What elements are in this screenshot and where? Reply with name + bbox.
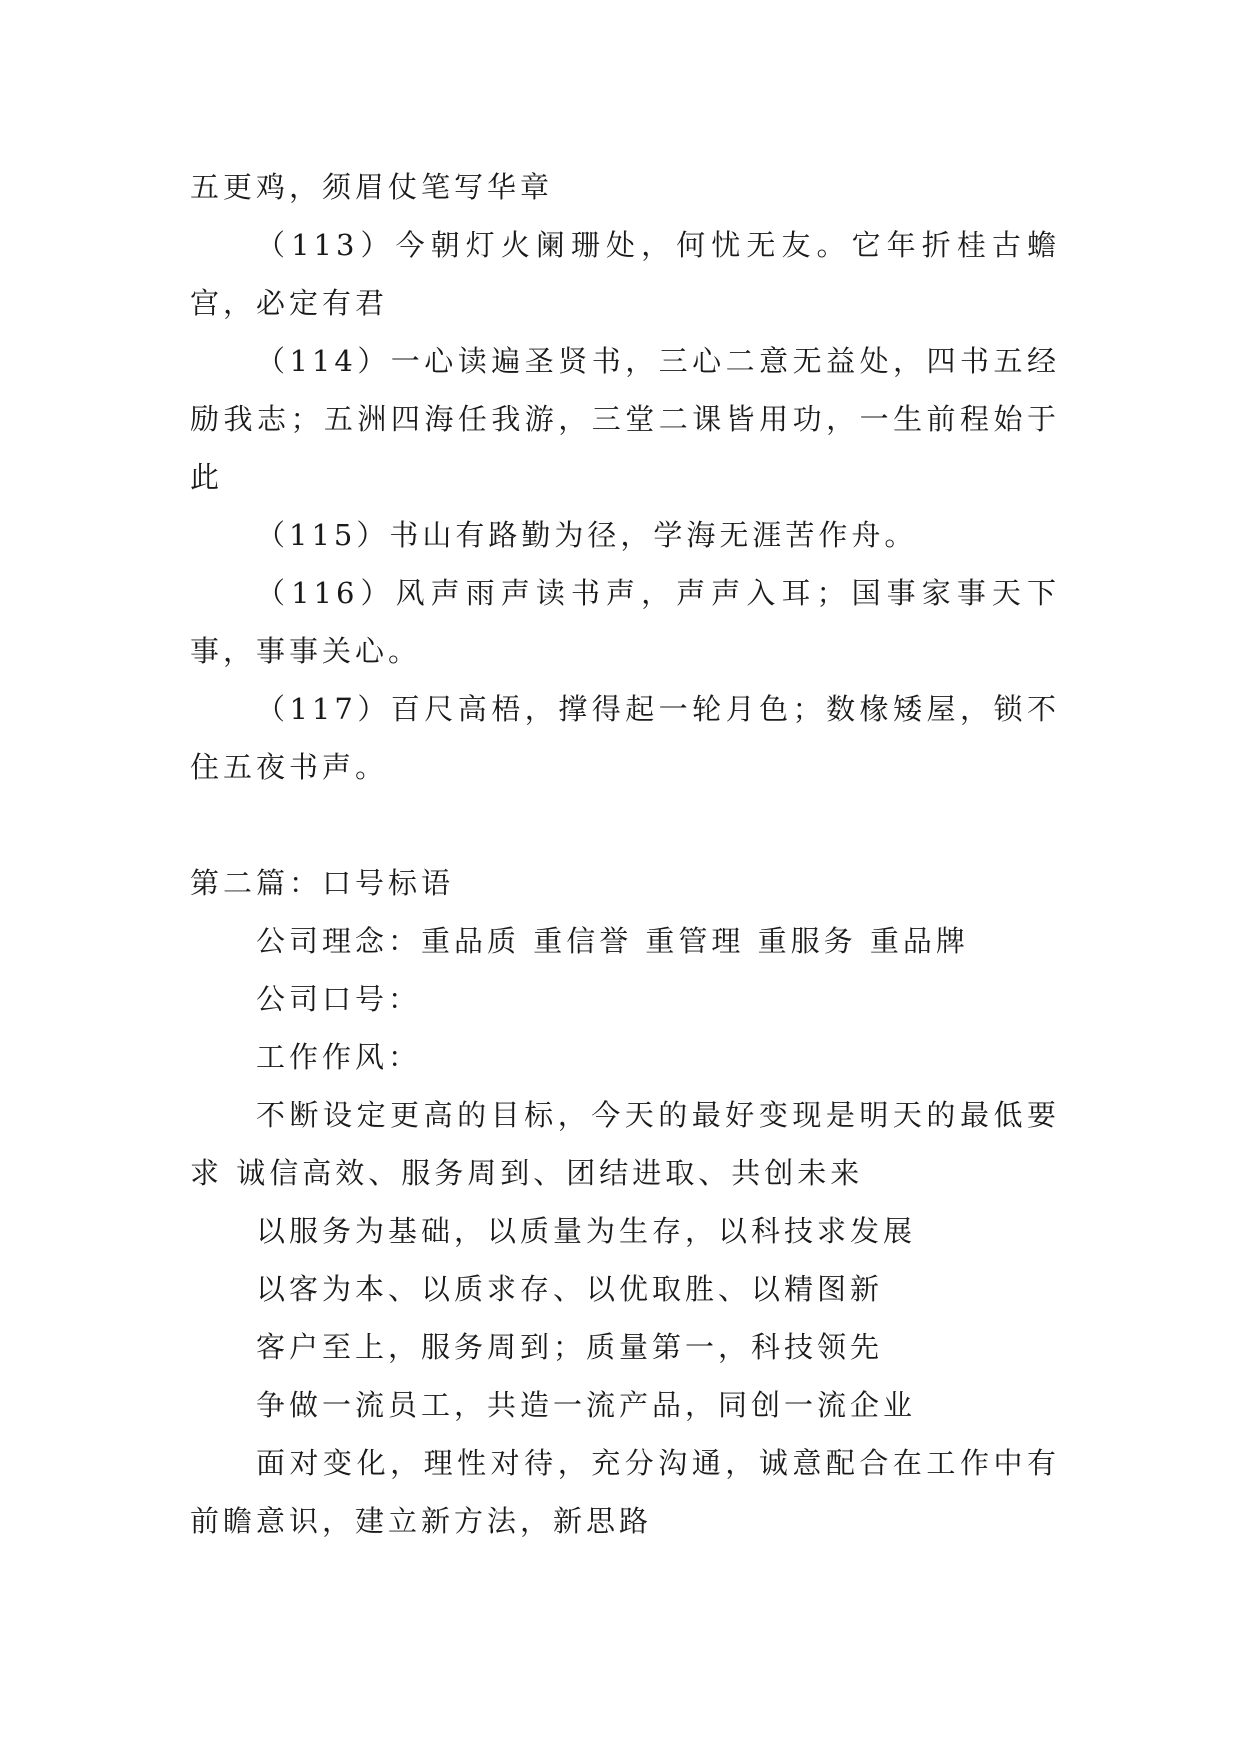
section-heading: 第二篇：口号标语 — [190, 866, 455, 900]
paragraph-slogan-6: 面对变化，理性对待，充分沟通，诚意配合在工作中有前瞻意识，建立新方法，新思路 — [190, 1446, 1060, 1538]
paragraph-117: （117）百尺高梧，撑得起一轮月色；数椽矮屋，锁不住五夜书声。 — [190, 692, 1060, 784]
document-body — [190, 158, 1060, 1550]
paragraph-slogan-3: 以客为本、以质求存、以优取胜、以精图新 — [256, 1272, 884, 1306]
paragraph-115: （115）书山有路勤为径，学海无涯苦作舟。 — [256, 518, 918, 552]
paragraph-116: （116）风声雨声读书声，声声入耳；国事家事天下事，事事关心。 — [190, 576, 1060, 668]
paragraph-continuation: 五更鸡，须眉仗笔写华章 — [190, 170, 554, 204]
paragraph-slogan-4: 客户至上，服务周到；质量第一，科技领先 — [256, 1330, 884, 1364]
paragraph-113: （113）今朝灯火阑珊处，何忧无友。它年折桂古蟾宫，必定有君 — [190, 228, 1060, 320]
paragraph-114: （114）一心读遍圣贤书，三心二意无益处，四书五经励我志；五洲四海任我游，三堂二课皆用功，一生前程始于此 — [190, 344, 1060, 494]
paragraph-slogan-1: 不断设定更高的目标，今天的最好变现是明天的最低要求 诚信高效、服务周到、团结进取、共创未来 — [190, 1098, 1060, 1190]
paragraph-work-style: 工作作风： — [256, 1040, 422, 1074]
paragraph-company-slogan: 公司口号： — [256, 982, 422, 1016]
paragraph-slogan-2: 以服务为基础，以质量为生存，以科技求发展 — [256, 1214, 917, 1248]
paragraph-company-philosophy: 公司理念：重品质 重信誉 重管理 重服务 重品牌 — [256, 924, 969, 958]
paragraph-slogan-5: 争做一流员工，共造一流产品，同创一流企业 — [256, 1388, 917, 1422]
